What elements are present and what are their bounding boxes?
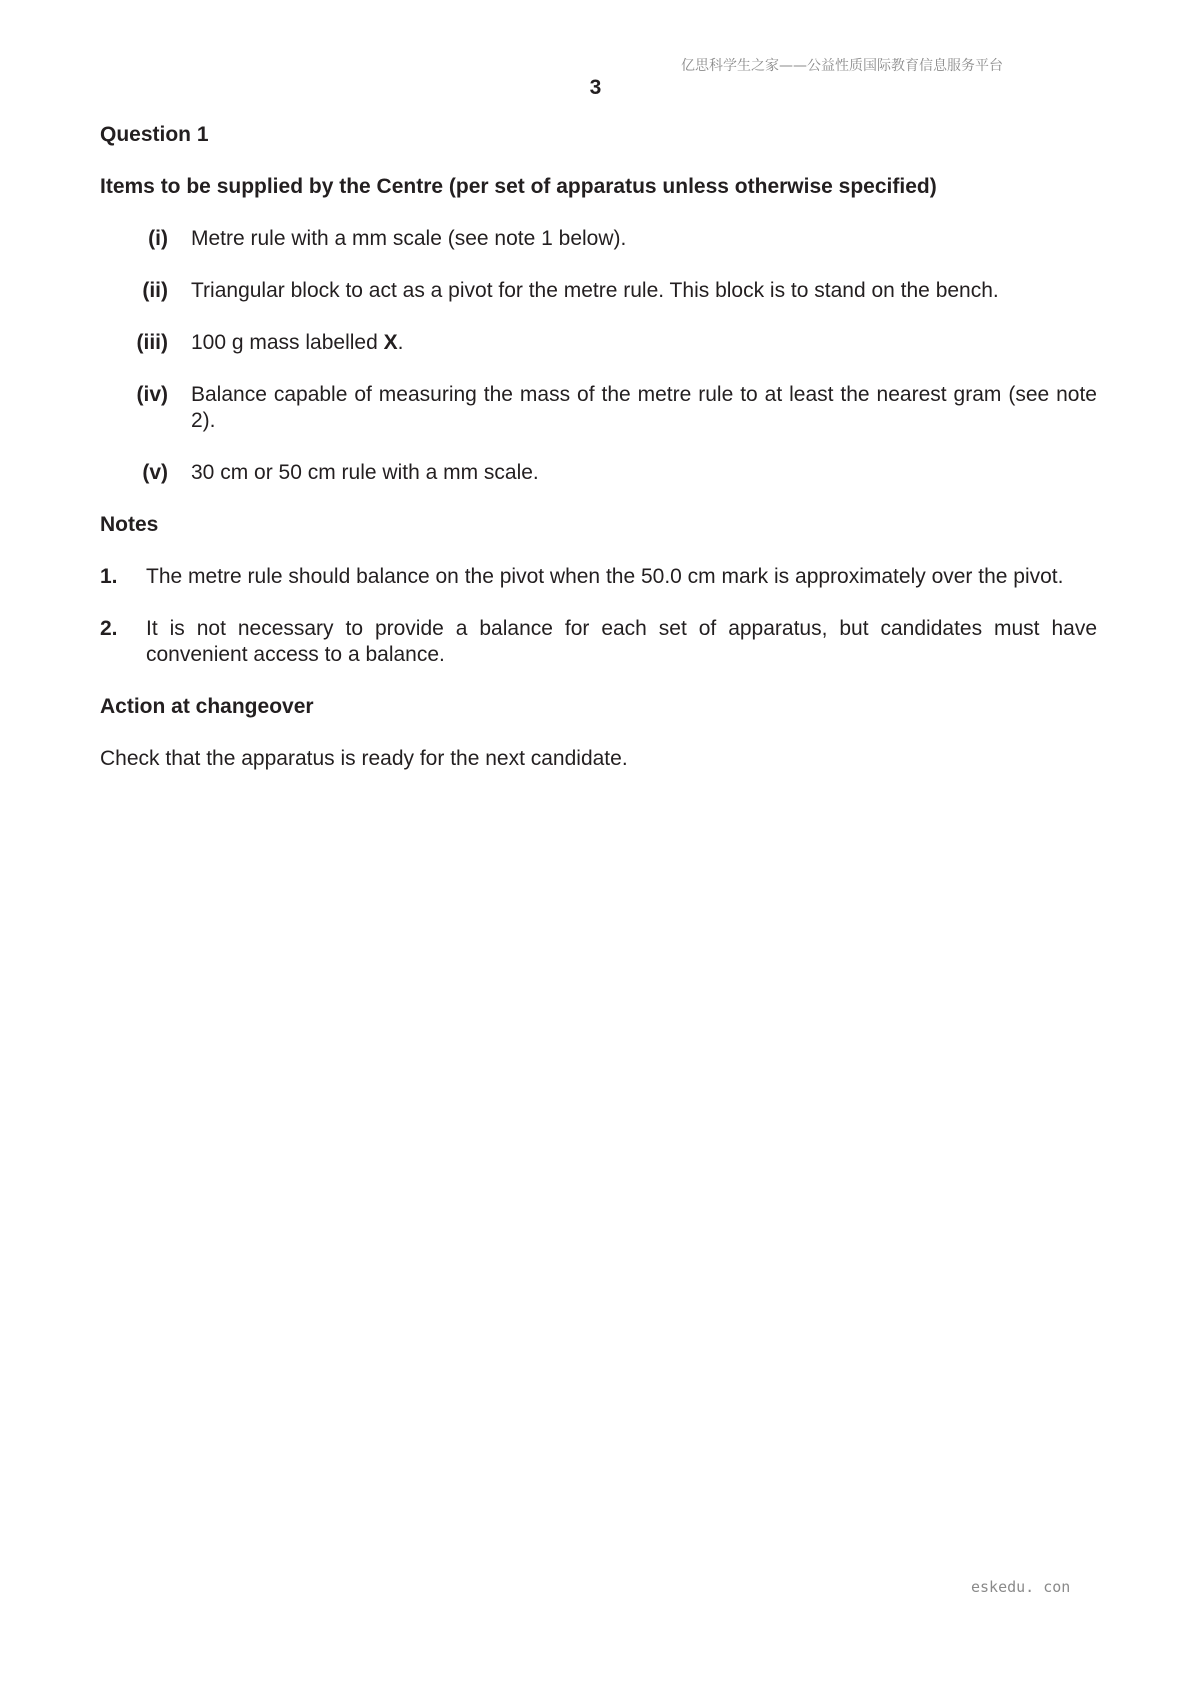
item-label-v: (v) xyxy=(142,461,168,484)
note-label-2: 2. xyxy=(100,617,118,640)
footer-watermark: eskedu. con xyxy=(971,1578,1071,1596)
note-label-1: 1. xyxy=(100,565,118,588)
changeover-heading: Action at changeover xyxy=(100,695,314,718)
page-number: 3 xyxy=(589,76,602,99)
notes-heading: Notes xyxy=(100,513,159,536)
item-text-ii: Triangular block to act as a pivot for the metre rule. This block is to stand on the bench. xyxy=(191,279,999,302)
item-label-ii: (ii) xyxy=(142,279,168,302)
items-heading: Items to be supplied by the Centre (per set of apparatus unless otherwise specified) xyxy=(100,175,937,198)
note-text-1: The metre rule should balance on the pivot when the 50.0 cm mark is approximately over the pivot. xyxy=(146,565,1064,588)
item-label-iii: (iii) xyxy=(136,331,168,354)
changeover-text: Check that the apparatus is ready for the next candidate. xyxy=(100,747,628,770)
item-label-i: (i) xyxy=(148,227,168,250)
item-text-iii xyxy=(191,330,1097,356)
mass-label-x: X xyxy=(383,331,398,354)
item-text-iii-start: 100 g mass labelled xyxy=(191,331,384,354)
note-text-2: It is not necessary to provide a balance for each set of apparatus, but candidates must have convenient access to a balance. xyxy=(146,617,1097,666)
question-title: Question 1 xyxy=(100,123,209,146)
item-text-iii-end: . xyxy=(397,331,404,354)
item-text-i: Metre rule with a mm scale (see note 1 below). xyxy=(191,227,627,250)
item-text-iv: Balance capable of measuring the mass of the metre rule to at least the nearest gram (see note 2). xyxy=(191,383,1097,432)
item-text-v: 30 cm or 50 cm rule with a mm scale. xyxy=(191,461,539,484)
header-watermark: 亿思科学生之家——公益性质国际教育信息服务平台 xyxy=(681,58,1003,74)
item-label-iv: (iv) xyxy=(136,383,168,406)
